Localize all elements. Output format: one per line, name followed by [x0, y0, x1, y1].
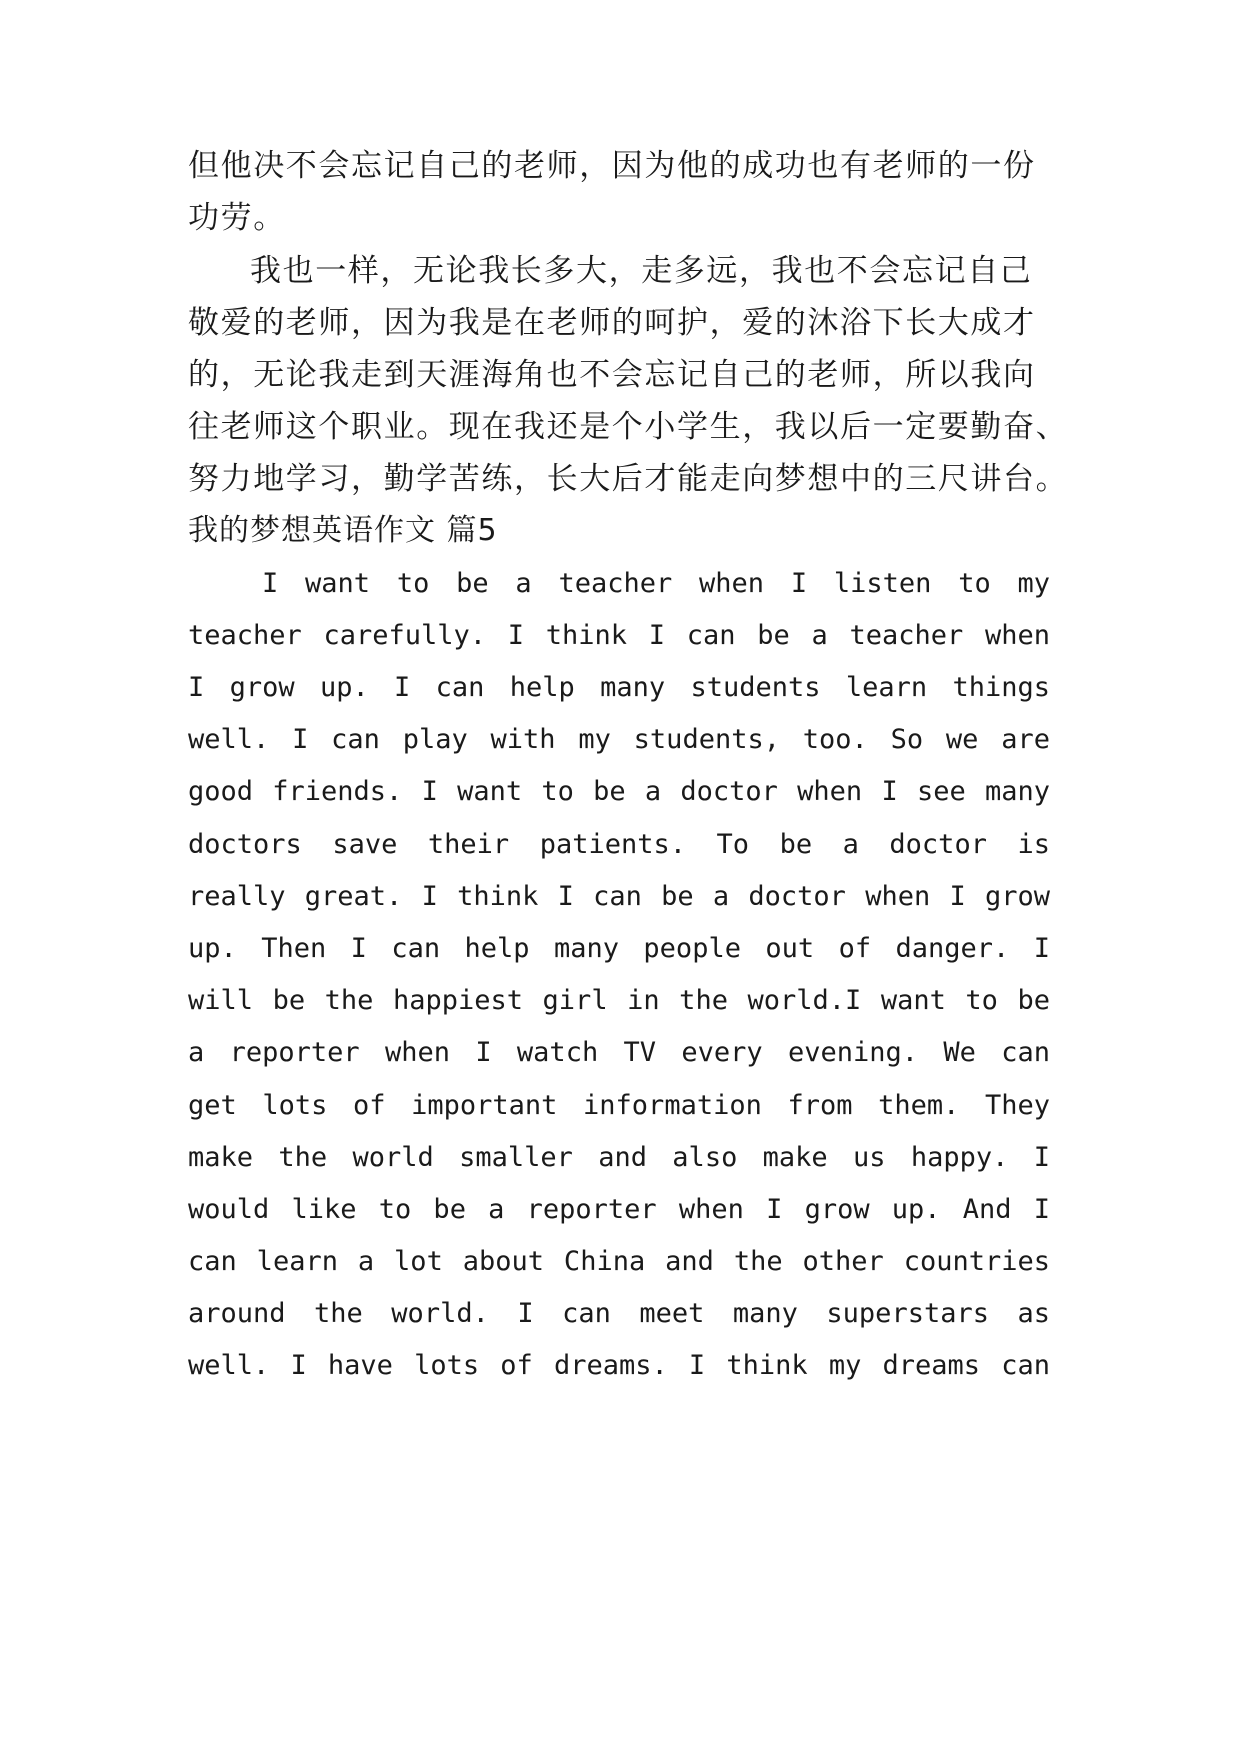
paragraph-line: I grow up. I can help many students learn things [188, 672, 1050, 703]
paragraph-line: teacher carefully. I think I can be a teacher when [188, 620, 1050, 651]
paragraph-line: 的，无论我走到天涯海角也不会忘记自己的老师，所以我向 [188, 357, 1036, 393]
paragraph-line: make the world smaller and also make us happy. I [188, 1142, 1050, 1173]
paragraph-line: 敬爱的老师，因为我是在老师的呵护，爱的沐浴下长大成才 [188, 305, 1036, 341]
paragraph-line: 往老师这个职业。现在我还是个小学生，我以后一定要勤奋、 [188, 409, 1069, 445]
paragraph-line: good friends. I want to be a doctor when I see many [188, 776, 1050, 807]
paragraph-line: 我也一样，无论我长多大，走多远，我也不会忘记自己 [250, 253, 1033, 289]
paragraph-line: would like to be a reporter when I grow up. And I [188, 1194, 1050, 1225]
section-heading: 我的梦想英语作文 篇5 [188, 513, 498, 548]
paragraph-line: well. I have lots of dreams. I think my dreams can [188, 1350, 1050, 1381]
paragraph-line: up. Then I can help many people out of danger. I [188, 933, 1050, 964]
paragraph-line: will be the happiest girl in the world.I want to be [188, 985, 1050, 1016]
paragraph-line: 功劳。 [188, 200, 286, 236]
paragraph-line: I want to be a teacher when I listen to my [262, 568, 1050, 599]
paragraph-line: well. I can play with my students, too. So we are [188, 724, 1050, 755]
paragraph-line: can learn a lot about China and the other countries [188, 1246, 1050, 1277]
paragraph-line: a reporter when I watch TV every evening. We can [188, 1037, 1050, 1068]
paragraph-line: really great. I think I can be a doctor when I grow [188, 881, 1050, 912]
document-page [188, 0, 1069, 1754]
paragraph-line: around the world. I can meet many superstars as [188, 1298, 1050, 1329]
paragraph-line: 但他决不会忘记自己的老师，因为他的成功也有老师的一份 [188, 148, 1036, 184]
paragraph-line: get lots of important information from them. They [188, 1090, 1050, 1121]
paragraph-line: doctors save their patients. To be a doctor is [188, 829, 1050, 860]
paragraph-line: 努力地学习，勤学苦练，长大后才能走向梦想中的三尺讲台。 [188, 461, 1069, 497]
